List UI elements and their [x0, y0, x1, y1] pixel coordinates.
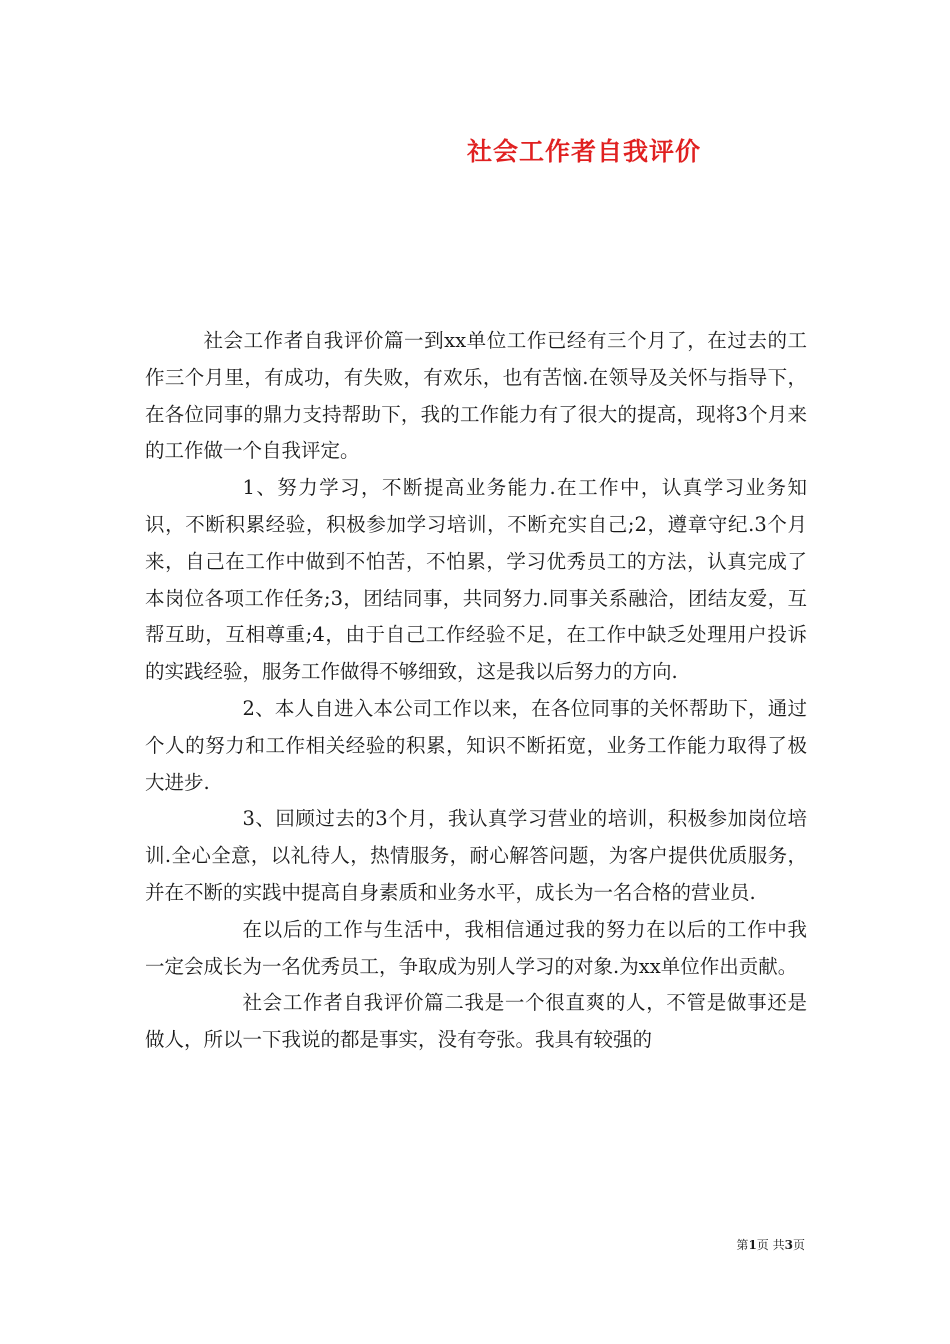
paragraph-intro: 社会工作者自我评价篇一到xx单位工作已经有三个月了，在过去的工作三个月里，有成功，有失败，有欢乐，也有苦恼.在领导及关怀与指导下，在各位同事的鼎力支持帮助下，我的工作能力有了很大的提高，现将3个月来的工作做一个自我评定。: [145, 329, 807, 463]
footer-total-pages: 3: [784, 1238, 793, 1252]
footer-suffix: 页: [792, 1238, 805, 1252]
paragraph-point-2: 2、本人自进入本公司工作以来，在各位同事的关怀帮助下，通过个人的努力和工作相关经验的积累，知识不断拓宽，业务工作能力取得了极大进步.: [145, 696, 807, 794]
footer-middle: 页 共: [756, 1238, 785, 1252]
paragraph-conclusion: 在以后的工作与生活中，我相信通过我的努力在以后的工作中我一定会成长为一名优秀员工，争取成为别人学习的对象.为xx单位作出贡献。: [145, 917, 807, 978]
page-number-footer: [736, 1236, 805, 1253]
paragraph-point-1: 1、努力学习，不断提高业务能力.在工作中，认真学习业务知识，不断积累经验，积极参加学习培训，不断充实自己;2，遵章守纪.3个月来，自己在工作中做到不怕苦，不怕累，学习优秀员工的方法，认真完成了本岗位各项工作任务;3，团结同事，共同努力.同事关系融洽，团结友爱，互帮互助，互相尊重;4，由于自己工作经验不足，在工作中缺乏处理用户投诉的实践经验，服务工作做得不够细致，这是我以后努力的方向.: [145, 476, 807, 684]
document-title: 社会工作者自我评价: [466, 137, 701, 166]
document-body: [145, 323, 807, 1059]
footer-current-page: 1: [748, 1238, 757, 1252]
footer-prefix: 第: [736, 1238, 749, 1252]
paragraph-point-3: 3、回顾过去的3个月，我认真学习营业的培训，积极参加岗位培训.全心全意，以礼待人，热情服务，耐心解答问题，为客户提供优质服务，并在不断的实践中提高自身素质和业务水平，成长为一名合格的营业员.: [145, 807, 807, 904]
paragraph-part-two: 社会工作者自我评价篇二我是一个很直爽的人，不管是做事还是做人，所以一下我说的都是事实，没有夸张。我具有较强的: [145, 991, 807, 1052]
